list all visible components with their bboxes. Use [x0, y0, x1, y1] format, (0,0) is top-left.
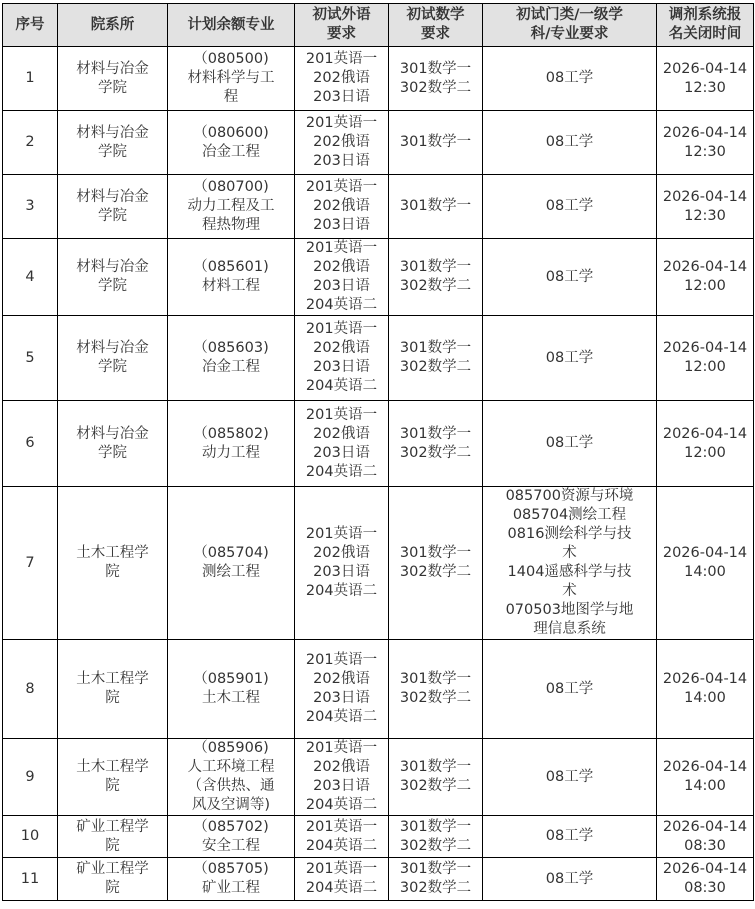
header-line: 要求: [421, 26, 450, 42]
cell-line: 冶金工程: [202, 143, 260, 160]
cell-dept: [58, 316, 168, 401]
cell-line: 1404遥感科学与技: [507, 564, 632, 580]
cell-line: 12:00: [684, 278, 726, 294]
header-line: 初试数学: [406, 7, 465, 23]
cell-line: 理信息系统: [533, 621, 606, 637]
cell-line: 学院: [98, 278, 127, 294]
cell-line: （080700): [193, 179, 269, 195]
cell-line: 12:30: [684, 207, 726, 224]
header-line: 序号: [15, 16, 45, 33]
cell-seq: 3: [3, 175, 58, 239]
cell-line: 学院: [98, 444, 127, 461]
cell-line: 人工环境工程: [187, 759, 275, 775]
table-row: [3, 47, 754, 111]
cell-line: 08工学: [545, 134, 594, 150]
cell-line: 202俄语: [313, 198, 370, 214]
cell-line: 材料与冶金: [76, 425, 149, 442]
cell-line: 学院: [98, 143, 127, 160]
cell-line: 302数学二: [399, 79, 472, 96]
cell-line: 301数学一: [399, 60, 472, 77]
cell-line: 301数学一: [399, 134, 472, 150]
cell-line: 0816测绘科学与技: [507, 526, 632, 542]
cell-dept: [58, 487, 168, 640]
cell-major: [168, 111, 295, 175]
header-close-time: [657, 4, 754, 47]
header-major: [168, 4, 295, 47]
cell-line: 202俄语: [313, 671, 370, 687]
cell-category: [483, 858, 657, 901]
cell-line: 2026-04-14: [662, 545, 748, 561]
cell-line: 301数学一: [399, 818, 472, 835]
cell-seq: 8: [3, 640, 58, 739]
cell-close-time: [657, 47, 754, 111]
header-line: 初试外语: [312, 7, 371, 23]
cell-language: [295, 111, 389, 175]
cell-line: 2026-04-14: [662, 425, 748, 442]
table-body: [3, 47, 754, 901]
cell-math: [389, 175, 483, 239]
cell-line: 201英语一: [305, 240, 378, 256]
cell-language: [295, 316, 389, 401]
cell-line: 201英语一: [305, 179, 378, 195]
cell-dept: [58, 239, 168, 316]
cell-line: 204英语二: [305, 463, 378, 480]
cell-line: 08工学: [545, 768, 594, 785]
cell-line: 院: [105, 778, 120, 794]
cell-line: 201英语一: [305, 652, 378, 668]
header-line: 要求: [327, 26, 356, 42]
cell-line: 203日语: [313, 278, 370, 294]
cell-language: [295, 816, 389, 858]
header-category: [483, 4, 657, 47]
cell-line: 302数学二: [399, 837, 472, 854]
cell-line: 203日语: [313, 359, 370, 375]
table-row: [3, 858, 754, 901]
cell-line: 08工学: [545, 349, 594, 366]
cell-line: 201英语一: [305, 51, 378, 67]
cell-line: 2026-04-14: [662, 818, 748, 835]
cell-line: 术: [562, 545, 577, 561]
cell-line: 院: [105, 880, 120, 896]
cell-line: 201英语一: [305, 740, 378, 756]
cell-language: [295, 239, 389, 316]
header-line: 院系所: [90, 16, 135, 33]
cell-line: 201英语一: [305, 115, 378, 131]
cell-line: 302数学二: [399, 778, 472, 794]
cell-line: 2026-04-14: [662, 188, 748, 205]
cell-line: 302数学二: [399, 880, 472, 896]
cell-line: 学院: [98, 207, 127, 224]
cell-close-time: [657, 816, 754, 858]
cell-line: 14:00: [684, 778, 726, 794]
cell-line: 202俄语: [313, 134, 370, 150]
cell-close-time: [657, 175, 754, 239]
cell-language: [295, 858, 389, 901]
cell-line: 院: [105, 837, 120, 854]
cell-line: 203日语: [313, 153, 370, 169]
cell-category: [483, 316, 657, 401]
cell-line: 302数学二: [399, 444, 472, 461]
cell-dept: [58, 858, 168, 901]
cell-line: 12:00: [684, 359, 726, 375]
cell-line: 202俄语: [313, 259, 370, 275]
cell-line: 12:30: [684, 79, 726, 96]
cell-line: 202俄语: [313, 759, 370, 775]
cell-line: 材料与冶金: [76, 340, 149, 356]
cell-seq: 2: [3, 111, 58, 175]
cell-category: [483, 739, 657, 816]
cell-close-time: [657, 401, 754, 487]
table-row: [3, 739, 754, 816]
header-line: 科/专业要求: [530, 26, 609, 42]
cell-line: 土木工程学: [76, 671, 149, 687]
cell-line: 201英语一: [305, 526, 378, 542]
table-row: [3, 175, 754, 239]
cell-line: （085603): [193, 340, 269, 356]
cell-line: 08工学: [545, 70, 594, 86]
table-row: [3, 816, 754, 858]
cell-close-time: [657, 239, 754, 316]
cell-line: 土木工程: [202, 690, 260, 706]
cell-line: 08:30: [684, 880, 726, 896]
cell-line: 矿业工程学: [76, 861, 149, 877]
cell-line: 204英语二: [305, 797, 378, 813]
cell-language: [295, 640, 389, 739]
cell-major: [168, 640, 295, 739]
cell-line: 动力工程: [202, 444, 260, 461]
cell-line: 学院: [98, 359, 127, 375]
cell-line: 202俄语: [313, 340, 370, 356]
cell-line: 材料与冶金: [76, 188, 149, 205]
cell-line: 202俄语: [313, 70, 370, 86]
cell-line: 程: [223, 89, 239, 105]
cell-line: 201英语一: [305, 321, 378, 337]
cell-line: 矿业工程: [202, 880, 260, 896]
cell-line: 材料与冶金: [76, 124, 149, 141]
cell-line: 203日语: [313, 564, 370, 580]
cell-line: 材料工程: [202, 278, 260, 294]
table-row: [3, 487, 754, 640]
cell-category: [483, 816, 657, 858]
cell-line: 2026-04-14: [662, 60, 748, 77]
cell-line: 302数学二: [399, 359, 472, 375]
cell-line: 08工学: [545, 268, 594, 285]
header-dept: [58, 4, 168, 47]
cell-line: （085702): [193, 818, 269, 835]
cell-line: 203日语: [313, 217, 370, 233]
cell-line: 302数学二: [399, 564, 472, 580]
table-row: [3, 401, 754, 487]
cell-line: 材料与冶金: [76, 259, 149, 275]
cell-line: 204英语二: [305, 880, 378, 896]
cell-line: 2026-04-14: [662, 671, 748, 687]
table-row: [3, 640, 754, 739]
cell-seq: 10: [3, 816, 58, 858]
cell-line: 202俄语: [313, 545, 370, 561]
cell-line: （085704): [193, 545, 269, 561]
cell-language: [295, 175, 389, 239]
cell-line: 土木工程学: [76, 545, 149, 561]
cell-major: [168, 316, 295, 401]
cell-math: [389, 239, 483, 316]
cell-line: 土木工程学: [76, 759, 149, 775]
cell-major: [168, 239, 295, 316]
cell-major: [168, 739, 295, 816]
cell-close-time: [657, 640, 754, 739]
cell-line: 08工学: [545, 870, 594, 887]
cell-line: 14:00: [684, 690, 726, 706]
cell-category: [483, 239, 657, 316]
cell-major: [168, 858, 295, 901]
header-line: 名关闭时间: [668, 26, 742, 42]
cell-language: [295, 47, 389, 111]
cell-line: 201英语一: [305, 406, 378, 423]
cell-line: （080600): [193, 124, 269, 141]
cell-math: [389, 401, 483, 487]
cell-math: [389, 111, 483, 175]
cell-line: 301数学一: [399, 545, 472, 561]
cell-major: [168, 175, 295, 239]
cell-line: 204英语二: [305, 378, 378, 394]
cell-seq: 6: [3, 401, 58, 487]
cell-math: [389, 739, 483, 816]
cell-math: [389, 47, 483, 111]
table-row: [3, 316, 754, 401]
cell-close-time: [657, 858, 754, 901]
cell-line: （085906): [193, 740, 269, 756]
cell-category: [483, 111, 657, 175]
cell-dept: [58, 111, 168, 175]
cell-category: [483, 487, 657, 640]
header-line: 计划余额专业: [187, 16, 275, 33]
cell-seq: 5: [3, 316, 58, 401]
cell-dept: [58, 401, 168, 487]
cell-line: 12:00: [684, 444, 726, 461]
cell-line: 材料与冶金: [76, 60, 149, 77]
header-row: [3, 4, 754, 47]
header-line: 调剂系统报: [668, 7, 742, 23]
cell-line: （085601): [193, 259, 269, 275]
cell-seq: 7: [3, 487, 58, 640]
cell-category: [483, 640, 657, 739]
cell-close-time: [657, 739, 754, 816]
cell-line: （080500): [193, 51, 269, 67]
cell-line: 302数学二: [399, 690, 472, 706]
cell-major: [168, 47, 295, 111]
cell-line: 08工学: [545, 435, 594, 451]
cell-line: 矿业工程学: [76, 818, 149, 835]
cell-line: 301数学一: [399, 425, 472, 442]
cell-line: 2026-04-14: [662, 124, 748, 141]
header-language: [295, 4, 389, 47]
cell-dept: [58, 816, 168, 858]
cell-line: 301数学一: [399, 759, 472, 775]
cell-line: 08工学: [545, 198, 594, 214]
cell-line: 204英语二: [305, 837, 378, 854]
cell-line: 12:30: [684, 143, 726, 160]
cell-line: 动力工程及工: [187, 198, 275, 214]
cell-line: 301数学一: [399, 259, 472, 275]
cell-line: 203日语: [313, 778, 370, 794]
cell-line: 2026-04-14: [662, 259, 748, 275]
cell-line: 院: [105, 690, 120, 706]
cell-close-time: [657, 316, 754, 401]
cell-line: 2026-04-14: [662, 861, 748, 877]
cell-line: 08工学: [545, 680, 594, 697]
cell-category: [483, 175, 657, 239]
cell-line: 安全工程: [202, 837, 260, 854]
cell-language: [295, 487, 389, 640]
cell-line: 202俄语: [313, 425, 370, 442]
cell-math: [389, 316, 483, 401]
cell-math: [389, 816, 483, 858]
cell-line: 203日语: [313, 444, 370, 461]
cell-dept: [58, 739, 168, 816]
adjustment-table: [2, 3, 754, 901]
cell-line: 2026-04-14: [662, 340, 748, 356]
cell-line: 201英语一: [305, 818, 378, 835]
table-row: [3, 111, 754, 175]
cell-line: （085901): [193, 671, 269, 687]
cell-line: 203日语: [313, 89, 370, 105]
cell-line: 08:30: [684, 837, 726, 854]
cell-line: 程热物理: [202, 217, 260, 233]
cell-line: 测绘工程: [202, 564, 260, 580]
cell-line: 术: [562, 583, 577, 599]
cell-line: 204英语二: [305, 297, 378, 313]
cell-close-time: [657, 487, 754, 640]
cell-close-time: [657, 111, 754, 175]
cell-language: [295, 739, 389, 816]
cell-line: 风及空调等): [191, 797, 271, 813]
cell-line: 203日语: [313, 690, 370, 706]
cell-line: 201英语一: [305, 861, 378, 877]
cell-line: 学院: [98, 79, 127, 96]
cell-line: 085704测绘工程: [512, 507, 627, 523]
cell-seq: 1: [3, 47, 58, 111]
cell-line: （085705): [193, 861, 269, 877]
cell-line: 301数学一: [399, 198, 472, 214]
cell-category: [483, 401, 657, 487]
cell-major: [168, 401, 295, 487]
cell-line: 08工学: [545, 828, 594, 844]
cell-major: [168, 816, 295, 858]
cell-dept: [58, 640, 168, 739]
cell-line: 301数学一: [399, 671, 472, 687]
cell-line: 冶金工程: [202, 359, 260, 375]
cell-line: （085802): [193, 425, 269, 442]
cell-line: 204英语二: [305, 583, 378, 599]
cell-line: 301数学一: [399, 861, 472, 877]
header-seq: [3, 4, 58, 47]
cell-line: （含供热、通: [187, 778, 275, 794]
cell-language: [295, 401, 389, 487]
cell-math: [389, 487, 483, 640]
cell-line: 302数学二: [399, 278, 472, 294]
cell-seq: 4: [3, 239, 58, 316]
cell-major: [168, 487, 295, 640]
cell-line: 301数学一: [399, 340, 472, 356]
cell-math: [389, 640, 483, 739]
header-math: [389, 4, 483, 47]
cell-line: 院: [105, 564, 120, 580]
cell-line: 070503地图学与地: [505, 602, 634, 618]
header-line: 初试门类/一级学: [516, 7, 623, 23]
cell-dept: [58, 175, 168, 239]
cell-math: [389, 858, 483, 901]
cell-seq: 11: [3, 858, 58, 901]
cell-line: 2026-04-14: [662, 759, 748, 775]
cell-line: 材料科学与工: [187, 70, 275, 86]
cell-dept: [58, 47, 168, 111]
cell-seq: 9: [3, 739, 58, 816]
cell-line: 14:00: [684, 564, 726, 580]
cell-category: [483, 47, 657, 111]
cell-line: 085700资源与环境: [505, 488, 634, 504]
cell-line: 204英语二: [305, 709, 378, 725]
table-row: [3, 239, 754, 316]
